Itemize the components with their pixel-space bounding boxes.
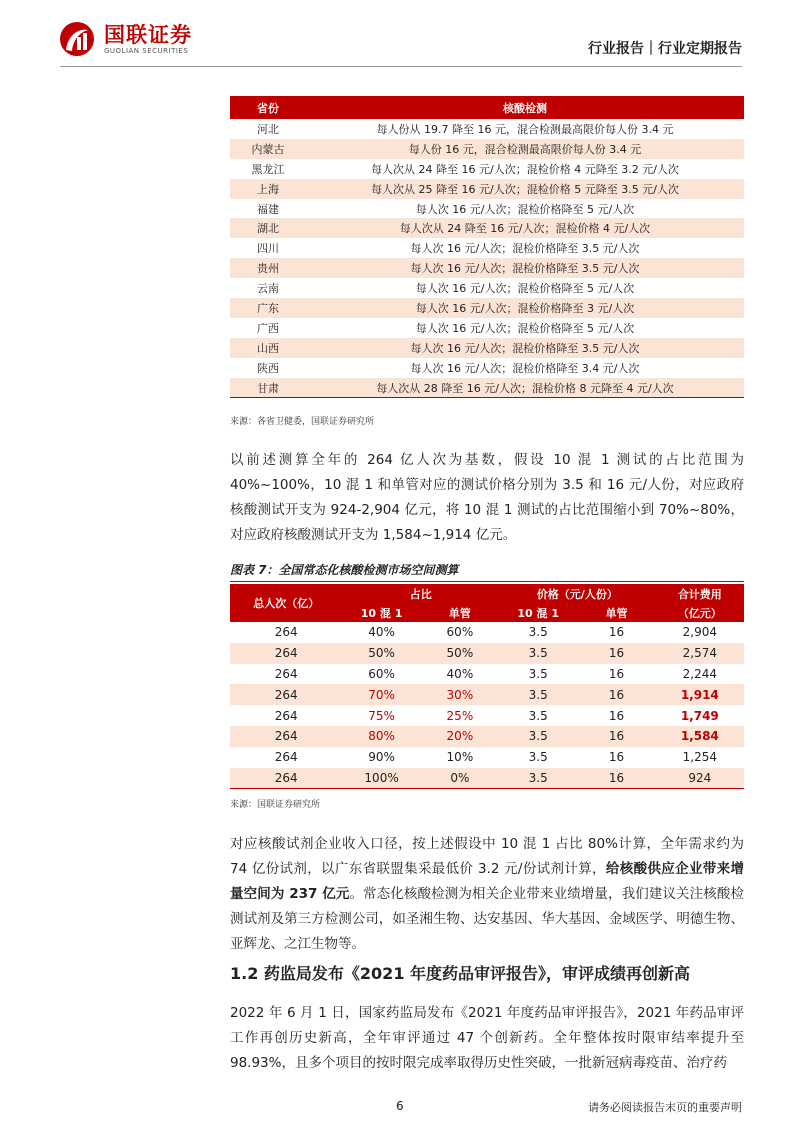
- table-row: [230, 643, 744, 664]
- province-cell: 贵州: [230, 258, 306, 278]
- price-desc-cell: 每人次 16 元/人次；混检价格降至 5 元/人次: [306, 278, 744, 298]
- price-desc-cell: 每人次 16 元/人次；混检价格降至 5 元/人次: [306, 318, 744, 338]
- col-header-single-price: 单管: [577, 604, 655, 622]
- price-desc-cell: 每人份从 19.7 降至 16 元，混合检测最高限价每人份 3.4 元: [306, 119, 744, 139]
- province-cell: 福建: [230, 199, 306, 219]
- table-row: [230, 338, 744, 358]
- mix-ratio-cell: 100%: [342, 768, 420, 789]
- page-header: [0, 0, 802, 80]
- header-divider: [60, 66, 742, 67]
- logo-name-en: GUOLIAN SECURITIES: [104, 47, 189, 55]
- figure7-source: 来源：国联证券研究所: [230, 800, 321, 810]
- mix-price-cell: 3.5: [499, 768, 577, 789]
- brand-logo: [58, 20, 192, 58]
- cost-cell: 2,904: [656, 622, 744, 643]
- total-cell: 264: [230, 726, 342, 747]
- province-cell: 山西: [230, 338, 306, 358]
- col-header-cost: 合计费用: [656, 584, 744, 604]
- price-desc-cell: 每人份 16 元，混合检测最高限价每人份 3.4 元: [306, 139, 744, 159]
- cost-cell: 924: [656, 768, 744, 789]
- price-desc-cell: 每人次从 24 降至 16 元/人次；混检价格 4 元/人次: [306, 218, 744, 238]
- table-row: [230, 199, 744, 219]
- price-desc-cell: 每人次从 28 降至 16 元/人次；混检价格 8 元降至 4 元/人次: [306, 378, 744, 398]
- total-cell: 264: [230, 643, 342, 664]
- table-row: [230, 622, 744, 643]
- province-cell: 四川: [230, 238, 306, 258]
- paragraph-reagent: [230, 832, 744, 957]
- province-cell: 甘肃: [230, 378, 306, 398]
- province-cell: 河北: [230, 119, 306, 139]
- cost-cell: 1,914: [656, 684, 744, 705]
- province-cell: 云南: [230, 278, 306, 298]
- province-cell: 广东: [230, 298, 306, 318]
- paragraph-review: 2022 年 6 月 1 日，国家药监局发布《2021 年度药品审评报告》，2021 年药品审评工作再创历史新高，全年审评通过 47 个创新药。全年整体按时限审结率提升至 98.93%，且多个项目的按时限完成率取得历史性突破，一批新冠病毒疫苗、治疗药: [230, 1005, 744, 1071]
- cost-cell: 1,749: [656, 705, 744, 726]
- mix-price-cell: 3.5: [499, 747, 577, 768]
- table-row: [230, 179, 744, 199]
- province-cell: 湖北: [230, 218, 306, 238]
- col-header-ratio: 占比: [342, 584, 499, 604]
- price-desc-cell: 每人次从 24 降至 16 元/人次；混检价格 4 元降至 3.2 元/人次: [306, 159, 744, 179]
- mix-price-cell: 3.5: [499, 664, 577, 685]
- total-cell: 264: [230, 664, 342, 685]
- paragraph-reagent-text2: 。常态化核酸检测为相关企业带来业绩增量，我们建议关注核酸检测试剂及第三方检测公司，如圣湘生物、达安基因、华大基因、金域医学、明德生物、亚辉龙、之江生物等。: [230, 886, 744, 952]
- section-title: 1.2 药监局发布《2021 年度药品审评报告》，审评成绩再创新高: [230, 964, 691, 983]
- table-row: [230, 218, 744, 238]
- table-row: [230, 378, 744, 398]
- single-ratio-cell: 30%: [421, 684, 499, 705]
- paragraph-reagent-text1: 对应核酸试剂企业收入口径，按上述假设中 10 混 1 占比 80%计算，全年需求约为 74 亿份试剂，以广东省联盟集采最低价 3.2 元/份试剂计算，: [230, 836, 744, 877]
- single-price-cell: 16: [577, 643, 655, 664]
- mix-ratio-cell: 80%: [342, 726, 420, 747]
- price-desc-cell: 每人次 16 元/人次；混检价格降至 3.5 元/人次: [306, 338, 744, 358]
- price-desc-cell: 每人次 16 元/人次；混检价格降至 3.5 元/人次: [306, 258, 744, 278]
- single-price-cell: 16: [577, 768, 655, 789]
- single-ratio-cell: 40%: [421, 664, 499, 685]
- col-header-province: 省份: [230, 96, 306, 119]
- table-row: [230, 768, 744, 789]
- province-cell: 黑龙江: [230, 159, 306, 179]
- page-number: 6: [396, 1099, 404, 1113]
- mix-price-cell: 3.5: [499, 726, 577, 747]
- col-header-price: 价格（元/人份）: [499, 584, 656, 604]
- total-cell: 264: [230, 622, 342, 643]
- single-price-cell: 16: [577, 622, 655, 643]
- table-row: [230, 278, 744, 298]
- single-ratio-cell: 60%: [421, 622, 499, 643]
- col-header-total: 总人次（亿）: [230, 584, 342, 622]
- price-desc-cell: 每人次 16 元/人次；混检价格降至 3.5 元/人次: [306, 238, 744, 258]
- province-cell: 陕西: [230, 358, 306, 378]
- table-row: [230, 684, 744, 705]
- mix-price-cell: 3.5: [499, 705, 577, 726]
- paragraph-reagent-bold: 给核酸供应企业带来增量空间为 237 亿元: [230, 861, 744, 902]
- mix-price-cell: 3.5: [499, 622, 577, 643]
- price-desc-cell: 每人次 16 元/人次；混检价格降至 3.4 元/人次: [306, 358, 744, 378]
- total-cell: 264: [230, 705, 342, 726]
- price-desc-cell: 每人次 16 元/人次；混检价格降至 5 元/人次: [306, 199, 744, 219]
- figure-title: 图表 7：全国常态化核酸检测市场空间测算: [230, 561, 744, 582]
- col-header-test: 核酸检测: [306, 96, 744, 119]
- footer-disclaimer: 请务必阅读报告末页的重要声明: [588, 1101, 742, 1114]
- logo-name-cn: 国联证券: [104, 23, 192, 47]
- province-cell: 广西: [230, 318, 306, 338]
- single-price-cell: 16: [577, 747, 655, 768]
- table-row: [230, 726, 744, 747]
- single-ratio-cell: 50%: [421, 643, 499, 664]
- cost-cell: 1,584: [656, 726, 744, 747]
- total-cell: 264: [230, 768, 342, 789]
- mix-ratio-cell: 75%: [342, 705, 420, 726]
- market-estimate-table: [230, 584, 744, 789]
- total-cell: 264: [230, 747, 342, 768]
- table-row: [230, 258, 744, 278]
- single-ratio-cell: 10%: [421, 747, 499, 768]
- table-row: [230, 318, 744, 338]
- table-row: [230, 298, 744, 318]
- mix-price-cell: 3.5: [499, 643, 577, 664]
- single-ratio-cell: 0%: [421, 768, 499, 789]
- total-cell: 264: [230, 684, 342, 705]
- table-row: [230, 139, 744, 159]
- table-row: [230, 705, 744, 726]
- single-ratio-cell: 20%: [421, 726, 499, 747]
- single-price-cell: 16: [577, 726, 655, 747]
- table-row: [230, 119, 744, 139]
- col-header-mix-price: 10 混 1: [499, 604, 577, 622]
- cost-cell: 2,574: [656, 643, 744, 664]
- mix-ratio-cell: 70%: [342, 684, 420, 705]
- mix-ratio-cell: 90%: [342, 747, 420, 768]
- paragraph-estimate: 以前述测算全年的 264 亿人次为基数，假设 10 混 1 测试的占比范围为 40%~100%，10 混 1 和单管对应的测试价格分别为 3.5 和 16 元/人份，对应政府核酸测试开支为 924-2,904 亿元，将 10 混 1 测试的占比范围缩小到 70%~80%，对应政府核酸测试开支为 1,584~1,914 亿元。: [230, 452, 744, 543]
- table-row: [230, 238, 744, 258]
- price-desc-cell: 每人次从 25 降至 16 元/人次；混检价格 5 元降至 3.5 元/人次: [306, 179, 744, 199]
- report-type: 行业报告｜行业定期报告: [588, 41, 742, 57]
- col-header-cost-unit: （亿元）: [656, 604, 744, 622]
- price-desc-cell: 每人次 16 元/人次；混检价格降至 3 元/人次: [306, 298, 744, 318]
- table-row: [230, 664, 744, 685]
- table-row: [230, 747, 744, 768]
- province-price-table: [230, 96, 744, 398]
- cost-cell: 1,254: [656, 747, 744, 768]
- table-row: [230, 358, 744, 378]
- province-cell: 内蒙古: [230, 139, 306, 159]
- table1-source: 来源：各省卫健委，国联证券研究所: [230, 417, 375, 427]
- mix-ratio-cell: 50%: [342, 643, 420, 664]
- table-row: [230, 159, 744, 179]
- single-ratio-cell: 25%: [421, 705, 499, 726]
- col-header-mix-ratio: 10 混 1: [342, 604, 420, 622]
- mix-price-cell: 3.5: [499, 684, 577, 705]
- province-cell: 上海: [230, 179, 306, 199]
- cost-cell: 2,244: [656, 664, 744, 685]
- single-price-cell: 16: [577, 684, 655, 705]
- single-price-cell: 16: [577, 705, 655, 726]
- mix-ratio-cell: 40%: [342, 622, 420, 643]
- single-price-cell: 16: [577, 664, 655, 685]
- logo-icon: [58, 20, 96, 58]
- mix-ratio-cell: 60%: [342, 664, 420, 685]
- col-header-single-ratio: 单管: [421, 604, 499, 622]
